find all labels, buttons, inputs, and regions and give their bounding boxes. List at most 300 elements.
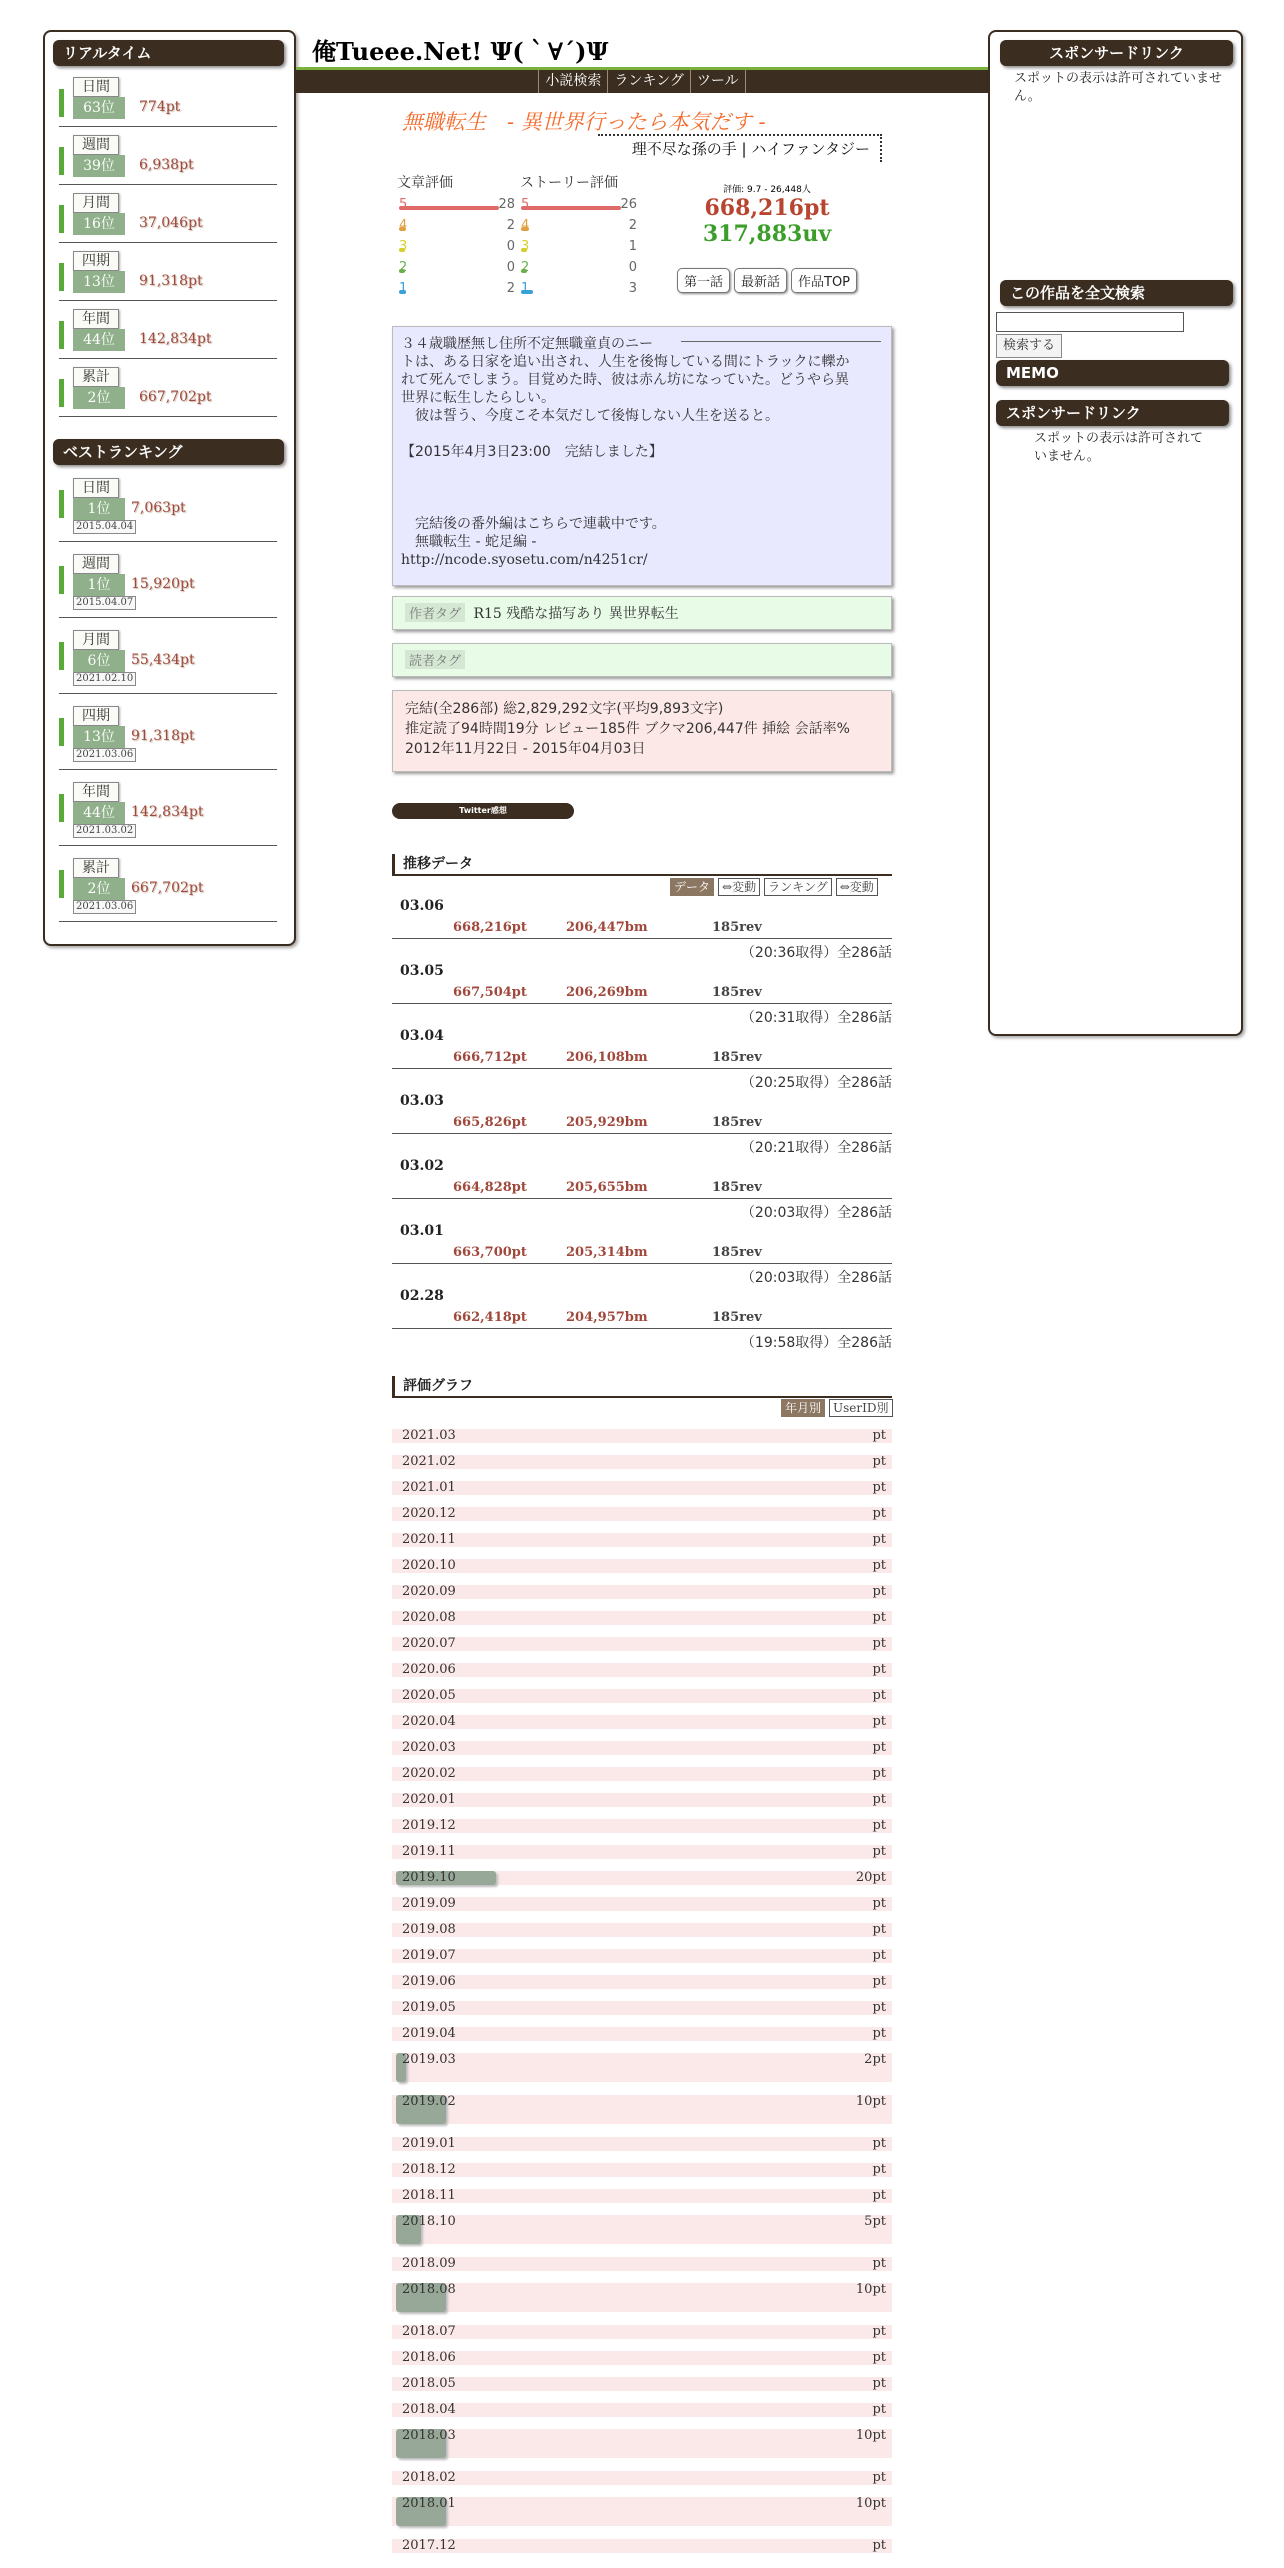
trend-bookmarks: 204,957bm [566,1310,648,1325]
trend-row [392,963,892,1028]
graph-points: 5pt [864,2214,886,2229]
graph-month: 2019.03 [402,2052,456,2067]
graph-points: 10pt [855,2094,886,2109]
graph-points: pt [872,2538,886,2553]
graph-row [392,2163,892,2177]
sponsor-notice: スポットの表示は許可されていません。 [1014,71,1223,104]
graph-points: 20pt [855,1870,886,1885]
synopsis-line [401,425,883,443]
author-tag-label: 作者タグ [405,603,465,622]
graph-points: pt [872,2256,886,2271]
synopsis-line: 無職転生 - 蛇足編 - [401,534,537,550]
trend-date: 03.02 [400,1158,444,1174]
novel-title[interactable]: 無職転生 - 異世界行ったら本気だす - [402,110,766,134]
eval-count: 0 [506,239,515,254]
ranking-bar [59,321,64,349]
memo-heading: MEMO [996,360,1229,386]
graph-month: 2018.12 [402,2162,456,2177]
eval-score: 5 [399,197,408,212]
ranking-period: 週間 [73,554,119,574]
trend-divider [392,1198,892,1199]
author-tags-box [392,596,892,630]
graph-month: 2020.12 [402,1506,456,1521]
graph-month: 2020.09 [402,1584,456,1599]
fulltext-search-heading: この作品を全文検索 [1000,280,1233,306]
graph-points: pt [872,1948,886,1963]
top-nav [296,67,988,93]
graph-row [392,2095,892,2124]
synopsis-line: 【2015年4月3日23:00 完結しました】 [401,444,663,460]
total-points: 668,216pt [704,195,830,221]
trend-divider [392,1133,892,1134]
ranking-period: 年間 [73,782,119,802]
trend-bookmarks: 205,655bm [566,1180,648,1195]
ranking-position: 63位 [73,97,125,119]
trend-points: 668,216pt [453,920,527,935]
nav-ranking[interactable]: ランキング [607,70,690,93]
graph-month: 2018.03 [402,2428,456,2443]
story-eval-label: ストーリー評価 [520,175,618,191]
graph-month: 2020.11 [402,1532,456,1547]
eval-count: 2 [506,218,515,233]
graph-row [392,2137,892,2151]
ranking-points: 6,938pt [139,157,194,173]
graph-points: pt [872,1740,886,1755]
trend-row [392,1093,892,1158]
eval-bar [521,206,621,210]
graph-month: 2020.08 [402,1610,456,1625]
graph-row [392,1585,892,1599]
ranking-position: 13位 [73,726,125,748]
graph-month: 2018.02 [402,2470,456,2485]
synopsis-line [401,497,883,515]
graph-row [392,1663,892,1677]
stats-box [392,690,892,772]
trend-acquired: （20:21取得）全286話 [740,1140,892,1156]
tab-ranking[interactable]: ランキング [764,878,832,896]
reader-tag-label: 読者タグ [405,650,465,669]
graph-month: 2018.06 [402,2350,456,2365]
trend-row [392,898,892,963]
graph-month: 2020.05 [402,1688,456,1703]
ranking-period: 日間 [73,478,119,498]
ranking-bar [59,642,64,670]
ranking-position: 2位 [73,387,125,409]
graph-row [392,2429,892,2458]
graph-points: pt [872,1662,886,1677]
eval-row [517,258,637,280]
graph-month: 2018.05 [402,2376,456,2391]
synopsis-line: れて死んでしまう。目覚めた時、彼は赤ん坊になっていた。どうやら異 [401,372,849,388]
trend-points: 664,828pt [453,1180,527,1195]
ranking-bar [59,566,64,594]
graph-row [392,1533,892,1547]
ranking-item[interactable] [59,309,277,359]
stats-line: 推定読了94時間19分 レビュー185件 ブクマ206,447件 挿絵 会話率% [405,721,850,737]
trend-row [392,1158,892,1223]
tab-by-month[interactable]: 年月別 [781,1399,825,1417]
graph-month: 2020.10 [402,1558,456,1573]
ranking-points: 142,834pt [131,804,204,820]
ranking-item[interactable] [59,782,277,846]
trend-acquired: （20:03取得）全286話 [740,1205,892,1221]
ranking-item[interactable] [59,858,277,922]
eval-count: 28 [498,197,515,212]
ranking-date: 2021.03.06 [73,748,136,762]
graph-month: 2019.12 [402,1818,456,1833]
trend-bookmarks: 205,929bm [566,1115,648,1130]
graph-points: pt [872,2162,886,2177]
unique-visitors: 317,883uv [702,221,832,247]
synopsis-line [401,461,883,479]
graph-row [392,1455,892,1469]
site-header [296,30,988,70]
graph-points: pt [872,2136,886,2151]
eval-count: 1 [628,239,637,254]
eval-score: 2 [521,260,530,275]
graph-points: pt [872,2324,886,2339]
trend-reviews: 185rev [712,1115,762,1130]
graph-points: pt [872,1454,886,1469]
graph-row [392,2053,892,2082]
latest-episode-button[interactable]: 最新話 [734,268,787,293]
graph-row [392,2257,892,2271]
ranking-points: 91,318pt [131,728,195,744]
eval-row [517,195,637,217]
synopsis-line: ３４歳職歴無し住所不定無職童貞のニー [401,336,653,352]
ranking-date: 2021.03.02 [73,824,136,838]
graph-month: 2019.09 [402,1896,456,1911]
work-top-button[interactable]: 作品TOP [791,268,857,293]
eval-score: 3 [521,239,530,254]
ranking-date: 2021.02.10 [73,672,136,686]
eval-row [395,279,515,301]
first-episode-button[interactable]: 第一話 [677,268,730,293]
graph-points: pt [872,1766,886,1781]
trend-points: 667,504pt [453,985,527,1000]
ranking-item[interactable] [59,251,277,301]
ranking-points: 7,063pt [131,500,186,516]
ranking-points: 774pt [139,99,181,115]
ranking-points: 55,434pt [131,652,195,668]
graph-row [392,1845,892,1859]
graph-points: pt [872,1584,886,1599]
synopsis-box [392,326,892,586]
graph-month: 2018.11 [402,2188,456,2203]
trend-points: 663,700pt [453,1245,527,1260]
ranking-position: 44位 [73,329,125,351]
ranking-item[interactable] [59,706,277,770]
graph-row [392,2471,892,2485]
graph-row [392,2351,892,2365]
trend-tabs [670,878,878,896]
trend-divider [392,1003,892,1004]
graph-row [392,2001,892,2015]
eval-row [395,195,515,217]
ranking-position: 44位 [73,802,125,824]
trend-date: 03.01 [400,1223,444,1239]
graph-row [392,2189,892,2203]
ranking-bar [59,490,64,518]
graph-row [392,1611,892,1625]
graph-row [392,1741,892,1755]
trend-divider [392,1068,892,1069]
graph-points: pt [872,1636,886,1651]
ranking-points: 667,702pt [139,389,212,405]
trend-points: 662,418pt [453,1310,527,1325]
ranking-position: 1位 [73,574,125,596]
graph-points: pt [872,1922,886,1937]
eval-count: 2 [628,218,637,233]
trend-reviews: 185rev [712,1180,762,1195]
ranking-date: 2015.04.04 [73,520,136,534]
graph-points: pt [872,1610,886,1625]
ranking-points: 91,318pt [139,273,203,289]
trend-points: 666,712pt [453,1050,527,1065]
graph-row [392,2215,892,2244]
trend-reviews: 185rev [712,1245,762,1260]
graph-month: 2018.01 [402,2496,456,2511]
rating-graph-heading: 評価グラフ [392,1376,892,1398]
trend-acquired: （20:36取得）全286話 [740,945,892,961]
graph-points: pt [872,1688,886,1703]
graph-month: 2018.07 [402,2324,456,2339]
trend-reviews: 185rev [712,920,762,935]
graph-points: 10pt [855,2428,886,2443]
ranking-points: 667,702pt [131,880,204,896]
tab-ranking-change[interactable]: ⇔変動 [836,878,878,896]
graph-row [392,2325,892,2339]
graph-points: pt [872,2402,886,2417]
graph-points: 10pt [855,2282,886,2297]
stats-line: 2012年11月22日 - 2015年04月03日 [405,741,646,757]
graph-points: pt [872,1532,886,1547]
ranking-points: 142,834pt [139,331,212,347]
graph-points: pt [872,2350,886,2365]
synopsis-text [401,335,883,569]
trend-date: 03.03 [400,1093,444,1109]
trend-divider [392,1263,892,1264]
synopsis-line: 世界に転生したらしい。 [401,390,555,406]
author-tags[interactable]: R15 残酷な描写あり 異世界転生 [473,606,679,622]
graph-month: 2020.03 [402,1740,456,1755]
synopsis-line: トは、ある日家を追い出され、人生を後悔している間にトラックに轢か [401,354,850,370]
nav-novel-search[interactable]: 小説検索 [538,70,607,93]
trend-reviews: 185rev [712,985,762,1000]
left-sidebar [43,30,296,946]
ranking-position: 2位 [73,878,125,900]
tab-data-change[interactable]: ⇔変動 [718,878,760,896]
ranking-bar [59,718,64,746]
graph-row [392,2497,892,2526]
ranking-item[interactable] [59,630,277,694]
graph-month: 2020.01 [402,1792,456,1807]
ranking-period: 日間 [73,77,119,97]
graph-row [392,1429,892,1443]
graph-points: pt [872,2026,886,2041]
ranking-date: 2015.04.07 [73,596,136,610]
trend-heading: 推移データ [392,854,892,876]
ranking-bar [59,870,64,898]
trend-bookmarks: 205,314bm [566,1245,648,1260]
twitter-feedback-button[interactable]: Twitter感想 [392,803,574,819]
sponsor-heading-2: スポンサードリンク [996,400,1229,426]
ranking-item[interactable] [59,193,277,243]
ranking-item[interactable] [59,77,277,127]
graph-row [392,1689,892,1703]
author-genre[interactable]: 理不尽な孫の手 | ハイファンタジー [598,134,882,162]
eval-row [517,216,637,238]
eval-score: 2 [399,260,408,275]
stats-line: 完結(全286部) 総2,829,292文字(平均9,893文字) [405,701,724,717]
graph-month: 2020.04 [402,1714,456,1729]
trend-acquired: （20:25取得）全286話 [740,1075,892,1091]
ranking-position: 16位 [73,213,125,235]
synopsis-line: 彼は誓う、今度こそ本気だして後悔しない人生を送ると。 [401,408,779,424]
graph-month: 2019.07 [402,1948,456,1963]
eval-score: 5 [521,197,530,212]
graph-points: pt [872,2000,886,2015]
graph-month: 2019.05 [402,2000,456,2015]
ranking-period: 月間 [73,193,119,213]
graph-month: 2018.10 [402,2214,456,2229]
trend-bookmarks: 206,447bm [566,920,648,935]
eval-row [517,279,637,301]
fulltext-search-input[interactable] [996,312,1184,332]
graph-row [392,1559,892,1573]
graph-row [392,2403,892,2417]
ranking-period: 累計 [73,367,119,387]
trend-bookmarks: 206,108bm [566,1050,648,1065]
trend-divider [392,938,892,939]
graph-points: pt [872,2376,886,2391]
tab-data[interactable]: データ [670,878,714,896]
eval-bar [399,206,499,210]
ranking-bar [59,379,64,407]
eval-count: 2 [506,281,515,296]
best-ranking-heading: ベストランキング [53,439,284,465]
graph-row [392,1767,892,1781]
graph-month: 2019.04 [402,2026,456,2041]
eval-count: 3 [628,281,637,296]
graph-month: 2019.01 [402,2136,456,2151]
graph-row [392,1975,892,1989]
ranking-period: 年間 [73,309,119,329]
graph-points: pt [872,1428,886,1443]
eval-count: 26 [620,197,637,212]
ranking-bar [59,89,64,117]
realtime-heading: リアルタイム [53,40,284,66]
eval-score: 1 [521,281,530,296]
graph-row [392,1949,892,1963]
graph-row [392,2377,892,2391]
graph-month: 2021.03 [402,1428,456,1443]
graph-month: 2018.08 [402,2282,456,2297]
graph-row [392,1819,892,1833]
ranking-bar [59,205,64,233]
work-links [672,268,862,293]
nav-tools[interactable]: ツール [690,70,746,93]
trend-bookmarks: 206,269bm [566,985,648,1000]
ranking-position: 39位 [73,155,125,177]
eval-row [395,237,515,259]
graph-row [392,2283,892,2312]
ranking-position: 1位 [73,498,125,520]
graph-month: 2019.08 [402,1922,456,1937]
ranking-item[interactable] [59,478,277,542]
ranking-item[interactable] [59,554,277,618]
sponsor-heading: スポンサードリンク [1000,40,1233,66]
ranking-bar [59,147,64,175]
graph-month: 2020.07 [402,1636,456,1651]
tab-by-userid[interactable]: UserID別 [829,1399,892,1417]
graph-points: pt [872,1896,886,1911]
trend-acquired: （20:31取得）全286話 [740,1010,892,1026]
trend-row [392,1028,892,1093]
eval-row [395,258,515,280]
graph-month: 2019.10 [402,1870,456,1885]
ranking-item[interactable] [59,135,277,185]
sponsor-notice-2: スポットの表示は許可されていません。 [1034,431,1204,464]
graph-points: pt [872,1844,886,1859]
graph-month: 2018.09 [402,2256,456,2271]
graph-row [392,1715,892,1729]
graph-tabs [781,1399,893,1417]
eval-score: 1 [399,281,408,296]
ranking-period: 週間 [73,135,119,155]
graph-points: pt [872,1818,886,1833]
graph-points: pt [872,1714,886,1729]
search-button[interactable]: 検索する [996,334,1062,358]
eval-count: 0 [628,260,637,275]
eval-row [517,237,637,259]
eval-meta: 評価: 9.7 - 26,448人 [723,185,811,195]
trend-divider [392,1328,892,1329]
site-logo[interactable]: 俺Tueee.Net! Ψ(｀∀´)Ψ [312,37,609,66]
graph-row [392,2539,892,2553]
ranking-points: 37,046pt [139,215,203,231]
trend-date: 03.06 [400,898,444,914]
synopsis-line: 完結後の番外編はこちらで連載中です。 [401,516,666,532]
trend-row [392,1288,892,1353]
ranking-period: 四期 [73,706,119,726]
trend-date: 02.28 [400,1288,444,1304]
graph-row [392,1871,892,1885]
graph-points: pt [872,1558,886,1573]
synopsis-line [401,479,883,497]
eval-score: 4 [399,218,408,233]
ranking-item[interactable] [59,367,277,417]
eval-score: 3 [399,239,408,254]
graph-month: 2019.02 [402,2094,456,2109]
graph-month: 2018.04 [402,2402,456,2417]
trend-reviews: 185rev [712,1050,762,1065]
graph-month: 2020.06 [402,1662,456,1677]
right-sidebar [988,30,1243,1036]
ranking-bar [59,794,64,822]
graph-points: 10pt [855,2496,886,2511]
trend-date: 03.04 [400,1028,444,1044]
graph-row [392,1637,892,1651]
trend-reviews: 185rev [712,1310,762,1325]
graph-row [392,1793,892,1807]
graph-points: 2pt [864,2052,886,2067]
eval-score: 4 [521,218,530,233]
trend-date: 03.05 [400,963,444,979]
eval-summary [672,182,862,247]
graph-row [392,1507,892,1521]
graph-month: 2017.12 [402,2538,456,2553]
